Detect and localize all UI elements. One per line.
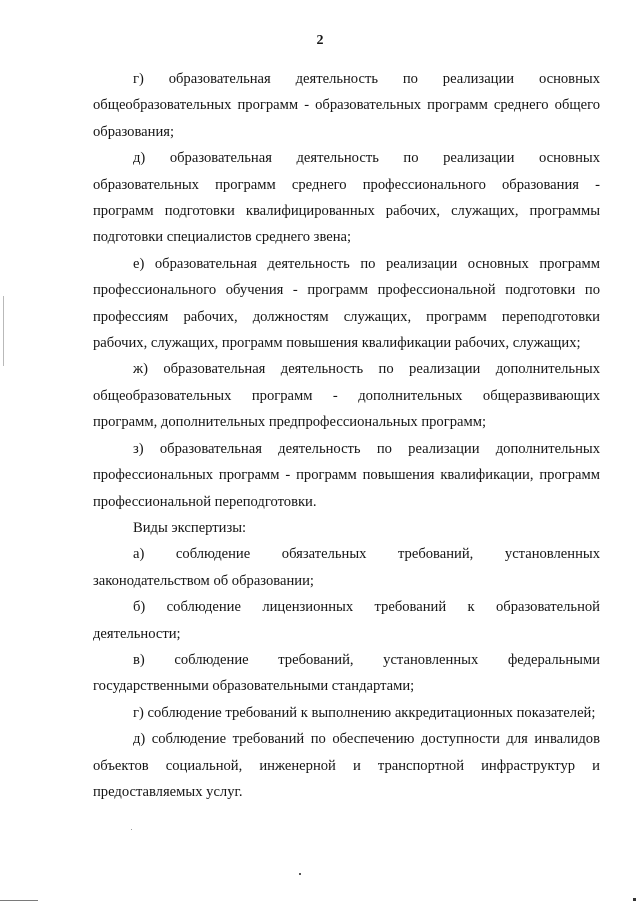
scan-artifact-dot — [131, 829, 132, 830]
expertise-item-a: а) соблюдение обязательных требований, установленных законодательством об образовании; — [93, 546, 600, 589]
activity-item-zh: ж) образовательная деятельность по реализации дополнительных общеобразовательных программ - дополнительных общеразвивающих программ, дополнительных предпрофессиональных программ; — [93, 361, 600, 431]
page-number: 2 — [316, 33, 324, 48]
scan-artifact-corner-dot — [633, 898, 636, 901]
expertise-item-g: г) соблюдение требований к выполнению аккредитационных показателей; — [133, 704, 596, 721]
expertise-item-b: б) соблюдение лицензионных требований к образовательной деятельности; — [93, 599, 600, 642]
activity-item-g: г) образовательная деятельность по реализации основных общеобразовательных программ - образовательных программ среднего общего образования; — [93, 71, 600, 140]
document-body — [93, 66, 600, 805]
activity-item-e: е) образовательная деятельность по реализации основных программ профессионального обучения - программ профессиональной подготовки по профессиям рабочих, должностям служащих, программ переподготовки рабочих, служащих, программ повышения квалификации рабочих, служащих; — [93, 255, 600, 352]
expertise-item-d: д) соблюдение требований по обеспечению доступности для инвалидов объектов социальной, инженерной и транспортной инфраструктур и предоставляемых услуг. — [93, 731, 600, 800]
section-heading: Виды экспертизы: — [133, 519, 247, 536]
activity-item-z: з) образовательная деятельность по реализации дополнительных профессиональных программ - программ повышения квалификации, программ профессиональной переподготовки. — [93, 440, 600, 510]
scan-artifact-dot — [299, 873, 301, 875]
expertise-item-v: в) соблюдение требований, установленных федеральными государственными образовательными стандартами; — [93, 651, 600, 695]
activity-item-d: д) образовательная деятельность по реализации основных образовательных программ среднего профессионального образования - программ подготовки квалифицированных рабочих, служащих, программы подготовки специалистов среднего звена; — [93, 150, 600, 246]
scan-artifact-left-edge — [3, 296, 4, 366]
scan-artifact-bottom-line — [0, 900, 38, 901]
